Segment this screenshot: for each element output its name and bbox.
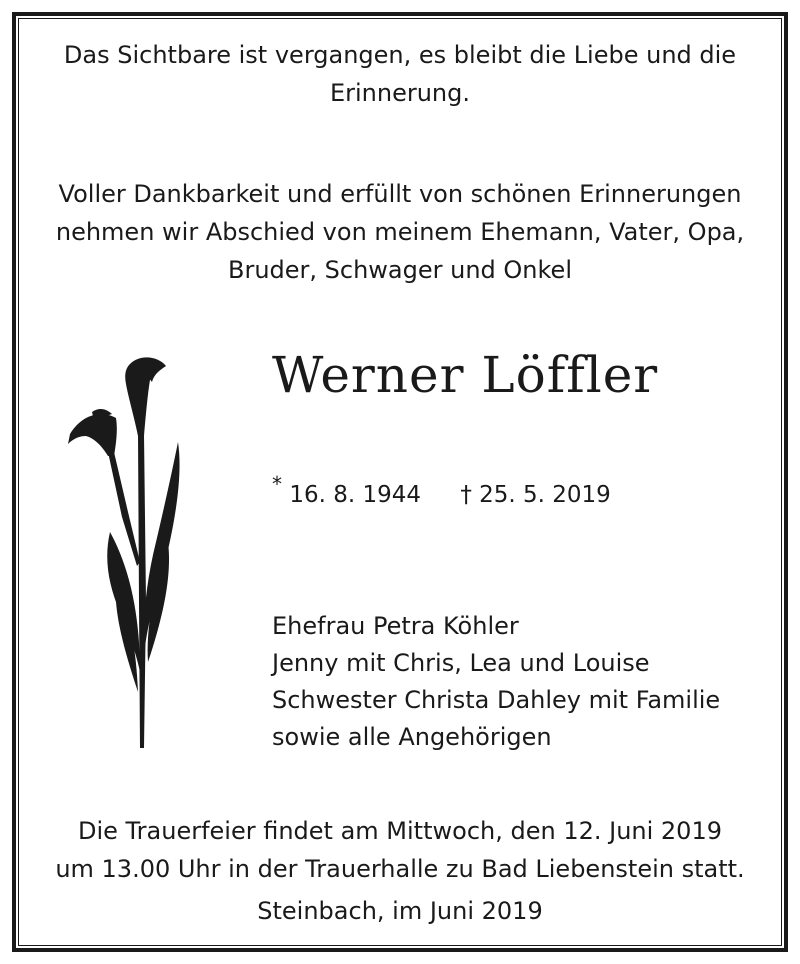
quote-line-1: Das Sichtbare ist vergangen, es bleibt die Liebe und die [63,41,737,69]
mourners-list [272,608,720,756]
death-date: 25. 5. 2019 [479,481,611,508]
birth-star-icon: * [272,472,282,496]
intro-line-3: Bruder, Schwager und Onkel [227,256,572,284]
death-date-group [460,482,611,508]
funeral-info [20,812,780,888]
birth-date-group [272,472,428,508]
ceremony-line-2: um 13.00 Uhr in der Trauerhalle zu Bad Liebenstein statt. [55,855,745,883]
mourner-line: Ehefrau Petra Köhler [272,612,519,640]
mourner-line: sowie alle Angehörigen [272,723,552,751]
death-cross-icon: † [460,481,472,508]
intro-line-2: nehmen wir Abschied von meinem Ehemann, Vater, Opa, [55,218,745,246]
memorial-quote [20,36,780,112]
birth-date: 16. 8. 1944 [289,481,421,508]
farewell-intro [20,175,780,289]
ceremony-line-1: Die Trauerfeier findet am Mittwoch, den 12. Juni 2019 [77,817,722,845]
calla-lily-icon [60,352,190,752]
mourner-line: Jenny mit Chris, Lea und Louise [272,649,650,677]
life-dates [272,470,611,511]
place-and-date: Steinbach, im Juni 2019 [257,897,543,925]
quote-line-2: Erinnerung. [329,79,471,107]
intro-line-1: Voller Dankbarkeit und erfüllt von schönen Erinnerungen [58,180,742,208]
deceased-name: Werner Löffler [272,346,659,404]
mourner-line: Schwester Christa Dahley mit Familie [272,686,721,714]
